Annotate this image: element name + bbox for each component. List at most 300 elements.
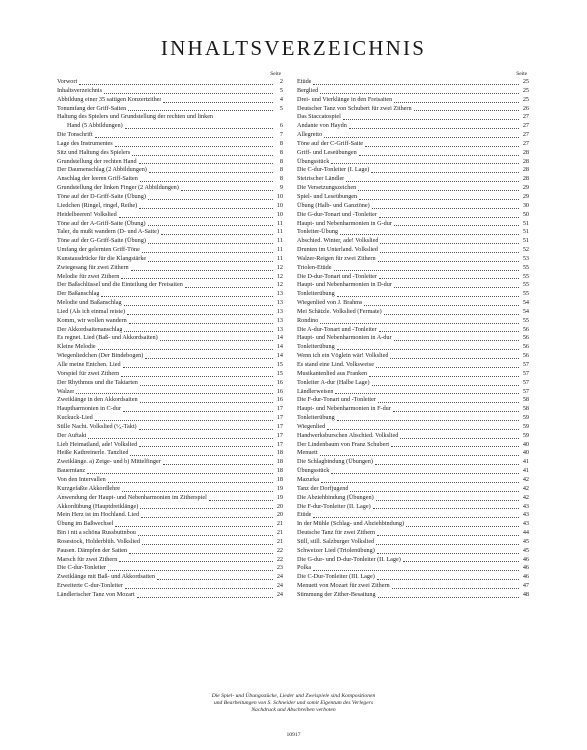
leader-dots (132, 155, 273, 156)
toc-entry-title: Die Abziehbindung (Übungen) (297, 493, 374, 501)
toc-entry-page: 44 (522, 529, 529, 537)
leader-dots (139, 446, 273, 447)
leader-dots (313, 84, 519, 85)
toc-entry-title: Bauerntanz (57, 467, 86, 475)
leader-dots (378, 597, 519, 598)
toc-entry-title: Mein Herz ist im Hochland. Lied (57, 511, 140, 519)
toc-entry (297, 87, 529, 96)
toc-entry-page: 24 (276, 573, 283, 581)
toc-entry-page: 16 (276, 387, 283, 395)
toc-entry-title: Stille Nacht. Volkslied (⁶⁄₈-Takt) (57, 422, 137, 430)
toc-right-list (297, 78, 529, 600)
toc-entry-title: Töne auf der D-Griff-Saite (Übung) (57, 192, 146, 200)
toc-entry (297, 520, 529, 529)
toc-entry-page: 43 (522, 502, 529, 510)
toc-entry-title: Abbildung einer 35 saitigen Konzertzither (57, 95, 162, 103)
toc-entry-page: 11 (277, 219, 283, 227)
toc-entry (297, 573, 529, 582)
toc-entry-title: Töne auf der C-Griff-Saite (297, 139, 364, 147)
leader-dots (87, 473, 273, 474)
toc-entry-title: Die F-dur-Tonleiter (II. Lage) (297, 502, 371, 510)
toc-entry-title: Die C-dur-Tonleiter (I. Lage) (297, 166, 370, 174)
toc-entry-title: Die C-Dur-Tonleiter (III. Lage) (297, 573, 375, 581)
toc-entry-title: Lied (Als ich einmal reiste) (57, 307, 126, 315)
toc-entry-title: Steirischer Ländler (297, 175, 345, 183)
toc-entry (57, 149, 283, 158)
toc-entry (297, 158, 529, 167)
toc-entry (297, 193, 529, 202)
toc-entry-title: Heiße Kathreinerle. Tanzlied (57, 449, 129, 457)
toc-entry (297, 78, 529, 87)
leader-dots (321, 482, 519, 483)
leader-dots (340, 234, 519, 235)
toc-entry-page: 13 (276, 316, 283, 324)
leader-dots (104, 93, 273, 94)
toc-entry-page: 24 (276, 582, 283, 590)
toc-entry (297, 441, 529, 450)
toc-entry-title: Die Versetzungszeichen (297, 184, 357, 192)
toc-entry-title: Der Baßschlüssel und die Einteilung der Freisaiten (57, 281, 183, 289)
toc-entry (297, 564, 529, 573)
leader-dots (331, 163, 519, 164)
toc-entry-title: Inhaltsverzeichnis (57, 86, 103, 94)
toc-entry-page: 43 (522, 520, 529, 528)
leader-dots (313, 517, 519, 518)
leader-dots (148, 261, 273, 262)
toc-entry-page: 55 (522, 290, 529, 298)
leader-dots (123, 411, 273, 412)
toc-entry-page: 20 (276, 502, 283, 510)
leader-dots (108, 570, 273, 571)
toc-entry-title: Lieb Heimatland, ade! Volkslied (57, 440, 138, 448)
toc-entry (57, 396, 283, 405)
toc-entry-page: 51 (522, 237, 529, 245)
leader-dots (140, 385, 273, 386)
toc-entry-page: 14 (276, 343, 283, 351)
toc-entry-page: 59 (522, 422, 529, 430)
toc-entry-title: Töne auf der A-Griff-Saite (Übung) (57, 219, 146, 227)
toc-entry-title: Bin i nit a schöna Russbuttnbou (57, 529, 136, 537)
seite-label: Seite (516, 71, 527, 77)
toc-entry (57, 405, 283, 414)
leader-dots (380, 252, 519, 253)
toc-entry (57, 264, 283, 273)
toc-entry-title: Der Lindenbaum von Franz Schubert (297, 440, 390, 448)
toc-entry-page: 13 (276, 307, 283, 315)
toc-entry-page: 14 (276, 352, 283, 360)
leader-dots (364, 305, 519, 306)
toc-entry-title: Sitz und Haltung des Spielers (57, 148, 131, 156)
leader-dots (394, 225, 519, 226)
toc-entry-page: 56 (522, 325, 529, 333)
toc-entry (57, 290, 283, 299)
toc-entry-page: 9 (279, 184, 283, 192)
toc-entry-page: 55 (522, 281, 529, 289)
leader-dots (163, 464, 273, 465)
toc-entry (297, 529, 529, 538)
toc-entry-title: Die G-dur-Tonart und -Tonleiter (297, 210, 377, 218)
toc-entry-page: 17 (276, 431, 283, 439)
toc-entry-page: 18 (276, 467, 283, 475)
toc-entry-title: In der Mühle (Schlag- und Abziehbindung) (297, 520, 405, 528)
toc-entry (297, 494, 529, 503)
toc-entry-page: 55 (522, 272, 529, 280)
toc-entry-page: 13 (276, 325, 283, 333)
toc-entry (297, 396, 529, 405)
toc-entry-page: 42 (522, 475, 529, 483)
leader-dots (343, 119, 519, 120)
toc-entry-title: Zwiegesang für zwei Zithern (57, 263, 129, 271)
leader-dots (140, 508, 273, 509)
leader-dots (142, 544, 273, 545)
toc-entry-page: 58 (522, 396, 529, 404)
leader-dots (124, 331, 273, 332)
toc-entry-page: 26 (522, 104, 529, 112)
toc-entry-title: Walzer-Reigen für zwei Zithern (297, 254, 376, 262)
toc-entry-page: 20 (276, 511, 283, 519)
seite-label: Seite (270, 71, 281, 77)
toc-entry (57, 361, 283, 370)
toc-entry-title: Etüde (297, 511, 312, 519)
leader-dots (331, 473, 519, 474)
page-title: INHALTSVERZEICHNIS (160, 36, 427, 60)
toc-entry (57, 228, 283, 237)
leader-dots (376, 367, 519, 368)
leader-dots (95, 137, 273, 138)
leader-dots (115, 146, 273, 147)
toc-entry (297, 184, 529, 193)
toc-entry-page: 27 (522, 122, 529, 130)
toc-entry-title: Das Staccatospiel (297, 113, 341, 121)
leader-dots (129, 553, 273, 554)
toc-entry-title: Musikantenlied aus Franken (297, 369, 368, 377)
leader-dots (377, 535, 519, 536)
toc-entry-title: Kunstausdrücke für die Klangstärke (57, 254, 147, 262)
toc-entry-title: Die G-dur- und D-dur-Tonleiter (II. Lage) (297, 555, 401, 563)
leader-dots (337, 420, 519, 421)
toc-entry-page: 58 (522, 405, 529, 413)
toc-entry-page: 45 (522, 546, 529, 554)
toc-entry (57, 441, 283, 450)
leader-dots (403, 561, 519, 562)
toc-entry-page: 30 (522, 201, 529, 209)
leader-dots (160, 340, 273, 341)
toc-entry (57, 343, 283, 352)
toc-entry-title: Tonleiterübung (297, 343, 335, 351)
toc-entry-page: 21 (276, 529, 283, 537)
toc-entry (57, 432, 283, 441)
toc-entry-page: 55 (522, 263, 529, 271)
toc-entry (297, 352, 529, 361)
toc-entry (57, 308, 283, 317)
toc-entry-title: Tonleiterübung (297, 414, 335, 422)
toc-entry-title: Anschlag der leeren Griff-Saiten (57, 175, 138, 183)
toc-entry-title: Ländlerweisen (297, 387, 334, 395)
toc-entry (57, 211, 283, 220)
toc-entry (57, 158, 283, 167)
toc-entry-title: Melodie und Baßanschlag (57, 299, 122, 307)
toc-entry (297, 149, 529, 158)
toc-entry-title: Die F-dur-Tonart und -Tonleiter (297, 396, 376, 404)
toc-entry-page: 29 (522, 184, 529, 192)
toc-entry-page: 5 (279, 86, 283, 94)
toc-entry-page: 25 (522, 86, 529, 94)
footnote-line: Nachdruck und Abschreiben verboten (251, 707, 336, 714)
leader-dots (79, 84, 273, 85)
toc-entry-page: 51 (522, 219, 529, 227)
toc-entry-title: Haupt- und Nebenharmonien in A-dur (297, 334, 392, 342)
toc-entry-page: 54 (522, 299, 529, 307)
toc-entry-title: Stimmung der Zither-Besaitung (297, 590, 376, 598)
leader-dots (327, 429, 519, 430)
toc-entry-title: Allegretto (297, 131, 323, 139)
toc-entry-title: Polka (297, 564, 312, 572)
toc-entry (57, 326, 283, 335)
toc-entry-title: Menuett von Mozart für zwei Zithern (297, 582, 390, 590)
toc-entry (297, 166, 529, 175)
toc-entry-title: Der Akkordsaitenanschlag (57, 325, 123, 333)
leader-dots (337, 349, 519, 350)
toc-entry-page: 27 (522, 113, 529, 121)
leader-dots (88, 438, 273, 439)
toc-entry-page: 56 (522, 343, 529, 351)
leader-dots (141, 517, 273, 518)
leader-dots (185, 287, 273, 288)
toc-entry-title: Tonleiter-Übung (297, 228, 339, 236)
leader-dots (139, 208, 273, 209)
toc-entry-page: 8 (279, 157, 283, 165)
toc-entry (57, 503, 283, 512)
toc-entry-page: 21 (276, 537, 283, 545)
leader-dots (350, 491, 519, 492)
toc-entry-page: 14 (276, 334, 283, 342)
leader-dots (372, 385, 519, 386)
toc-entry-title: Vorwort (57, 78, 78, 85)
toc-entry (297, 264, 529, 273)
toc-entry-page: 59 (522, 414, 529, 422)
toc-entry-title: Rosestock, Holderblüh. Volkslied (57, 537, 140, 545)
toc-entry (57, 193, 283, 202)
toc-left-list (57, 78, 283, 600)
toc-entry (297, 405, 529, 414)
leader-dots (406, 526, 519, 527)
toc-entry-page: 10 (276, 210, 283, 218)
leader-dots (380, 243, 519, 244)
toc-entry (297, 105, 529, 114)
toc-entry-title: Wenn ich ein Vöglein wär! Volkslied (297, 352, 389, 360)
toc-entry (297, 96, 529, 105)
toc-entry (297, 334, 529, 343)
leader-dots (98, 349, 273, 350)
toc-entry (57, 220, 283, 229)
toc-entry (297, 299, 529, 308)
toc-entry-title: Hauptharmonien in C-dur (57, 405, 121, 413)
toc-entry (57, 573, 283, 582)
toc-entry-page: 27 (522, 139, 529, 147)
leader-dots (377, 579, 519, 580)
toc-entry (57, 352, 283, 361)
leader-dots (76, 393, 273, 394)
toc-entry-page: 46 (522, 573, 529, 581)
toc-entry (57, 105, 283, 114)
footnote-line: und Bearbeitungen von S. Schneider und somit Eigentum des Verlegers (213, 700, 374, 707)
toc-entry-title: Melodie für zwei Zithern (57, 272, 120, 280)
toc-entry-page: 8 (279, 175, 283, 183)
leader-dots (121, 278, 273, 279)
toc-entry (297, 113, 529, 122)
toc-entry-page: 28 (522, 148, 529, 156)
toc-entry (297, 370, 529, 379)
toc-entry-title: Alle meine Entchen. Lied (57, 361, 121, 368)
toc-entry-title: Komm, wir wollen wandern (57, 316, 127, 324)
toc-entry-page: 19 (276, 493, 283, 501)
leader-dots (139, 163, 273, 164)
toc-entry-title: Umfang der gelernten Griff-Töne (57, 246, 140, 254)
toc-entry (297, 290, 529, 299)
toc-entry-page: 4 (279, 95, 283, 103)
toc-entry-title: Kleine Melodie (57, 343, 96, 351)
toc-entry-page: 56 (522, 334, 529, 342)
toc-entry-page: 46 (522, 555, 529, 563)
leader-dots (377, 553, 519, 554)
toc-entry-page: 12 (276, 281, 283, 289)
toc-entry-title: Übung (Halb- und Ganztöne) (297, 201, 370, 209)
leader-dots (128, 110, 273, 111)
toc-entry (297, 308, 529, 317)
toc-entry-page: 12 (276, 272, 283, 280)
toc-entry (57, 370, 283, 379)
leader-dots (378, 261, 519, 262)
toc-entry (57, 281, 283, 290)
toc-entry (57, 78, 283, 87)
toc-entry-page: 25 (522, 78, 529, 85)
toc-entry-title: Akkordübung (Hauptdreiklänge) (57, 502, 139, 510)
leader-dots (108, 482, 273, 483)
toc-entry-title: Etüde (297, 78, 312, 85)
toc-entry-title: Walzer (57, 387, 75, 395)
toc-entry-page: 17 (276, 422, 283, 430)
toc-entry (297, 246, 529, 255)
leader-dots (358, 190, 519, 191)
leader-dots (378, 402, 519, 403)
toc-entry-title: Zweiklänge. a) Zeige- und b) Mittelfinger (57, 458, 161, 466)
toc-entry-page: 2 (279, 78, 283, 85)
leader-dots (337, 296, 519, 297)
toc-entry-title: Spiel- und Leseübungen (297, 192, 358, 200)
toc-entry-page: 10 (276, 192, 283, 200)
toc-entry-title: Haupt- und Nebenharmonien in F-dur (297, 405, 391, 413)
toc-entry-title: Tonleiter A-dur (Halbe Lage) (297, 378, 370, 386)
toc-entry (297, 485, 529, 494)
toc-entry (57, 388, 283, 397)
toc-entry (57, 122, 283, 131)
toc-entry-title: Kuckuck-Lied (57, 414, 93, 422)
toc-entry (297, 538, 529, 547)
leader-dots (125, 588, 273, 589)
toc-entry (297, 220, 529, 229)
leader-dots (137, 597, 273, 598)
toc-entry-title: Mei Schätzle. Volkslied (Fermate) (297, 307, 382, 315)
leader-dots (129, 323, 273, 324)
toc-entry (297, 467, 529, 476)
toc-entry (57, 87, 283, 96)
toc-entry-title: Hand (5 Abbildungen) (67, 122, 123, 130)
leader-dots (122, 491, 273, 492)
toc-entry-title: Schweizer Lied (Triolenübung) (297, 546, 375, 554)
leader-dots (324, 137, 519, 138)
toc-entry-title: Töne auf der G-Griff-Saite (Übung) (57, 237, 146, 245)
toc-entry-title: Der Rhythmus und die Taktarten (57, 378, 138, 386)
toc-entry-page: 13 (276, 290, 283, 298)
toc-entry-page: 54 (522, 307, 529, 315)
toc-entry (57, 175, 283, 184)
toc-entry-title: Rondino (297, 316, 319, 324)
toc-entry-page: 17 (276, 414, 283, 422)
leader-dots (101, 296, 273, 297)
toc-entry (297, 317, 529, 326)
toc-entry-page: 18 (276, 449, 283, 457)
toc-entry-page: 15 (276, 361, 283, 368)
leader-dots (320, 323, 519, 324)
leader-dots (376, 544, 519, 545)
leader-dots (384, 314, 519, 315)
toc-entry (297, 140, 529, 149)
leader-dots (127, 314, 273, 315)
leader-dots (119, 217, 273, 218)
toc-entry-title: Berglied (297, 86, 319, 94)
toc-entry-page: 21 (276, 520, 283, 528)
toc-entry-page: 47 (522, 582, 529, 590)
leader-dots (392, 588, 519, 589)
toc-entry-page: 57 (522, 387, 529, 395)
toc-entry (297, 281, 529, 290)
toc-entry-title: Übungsstück (297, 467, 330, 475)
toc-entry-page: 12 (276, 263, 283, 271)
toc-entry-page: 55 (522, 316, 529, 324)
toc-entry (57, 449, 283, 458)
toc-entry (57, 246, 283, 255)
toc-entry (297, 361, 529, 370)
toc-entry-title: Andante von Haydn (297, 122, 347, 130)
leader-dots (209, 500, 273, 501)
toc-entry-page: 5 (279, 104, 283, 112)
toc-entry (57, 476, 283, 485)
toc-entry (297, 591, 529, 600)
leader-dots (379, 278, 519, 279)
toc-entry-title: Pausen. Dämpfen der Saiten (57, 546, 128, 554)
toc-entry (57, 556, 283, 565)
leader-dots (95, 420, 273, 421)
toc-entry-title: Wiegenlied (297, 422, 326, 430)
toc-entry-page: 23 (276, 564, 283, 572)
toc-entry-title: Haupt- und Nebenharmonien in D-dur (297, 281, 392, 289)
toc-entry (297, 582, 529, 591)
toc-entry (57, 591, 283, 600)
toc-entry (57, 273, 283, 282)
toc-entry (297, 255, 529, 264)
toc-entry (297, 476, 529, 485)
leader-dots (369, 376, 519, 377)
leader-dots (394, 287, 519, 288)
toc-entry (57, 237, 283, 246)
toc-entry (297, 326, 529, 335)
toc-entry (57, 184, 283, 193)
toc-entry-page: 18 (276, 475, 283, 483)
leader-dots (320, 455, 519, 456)
leader-dots (148, 225, 273, 226)
toc-entry-title: Die D-dur-Tonart und -Tonleiter (297, 272, 377, 280)
toc-entry-title: Lage des Instrumentes (57, 139, 113, 147)
